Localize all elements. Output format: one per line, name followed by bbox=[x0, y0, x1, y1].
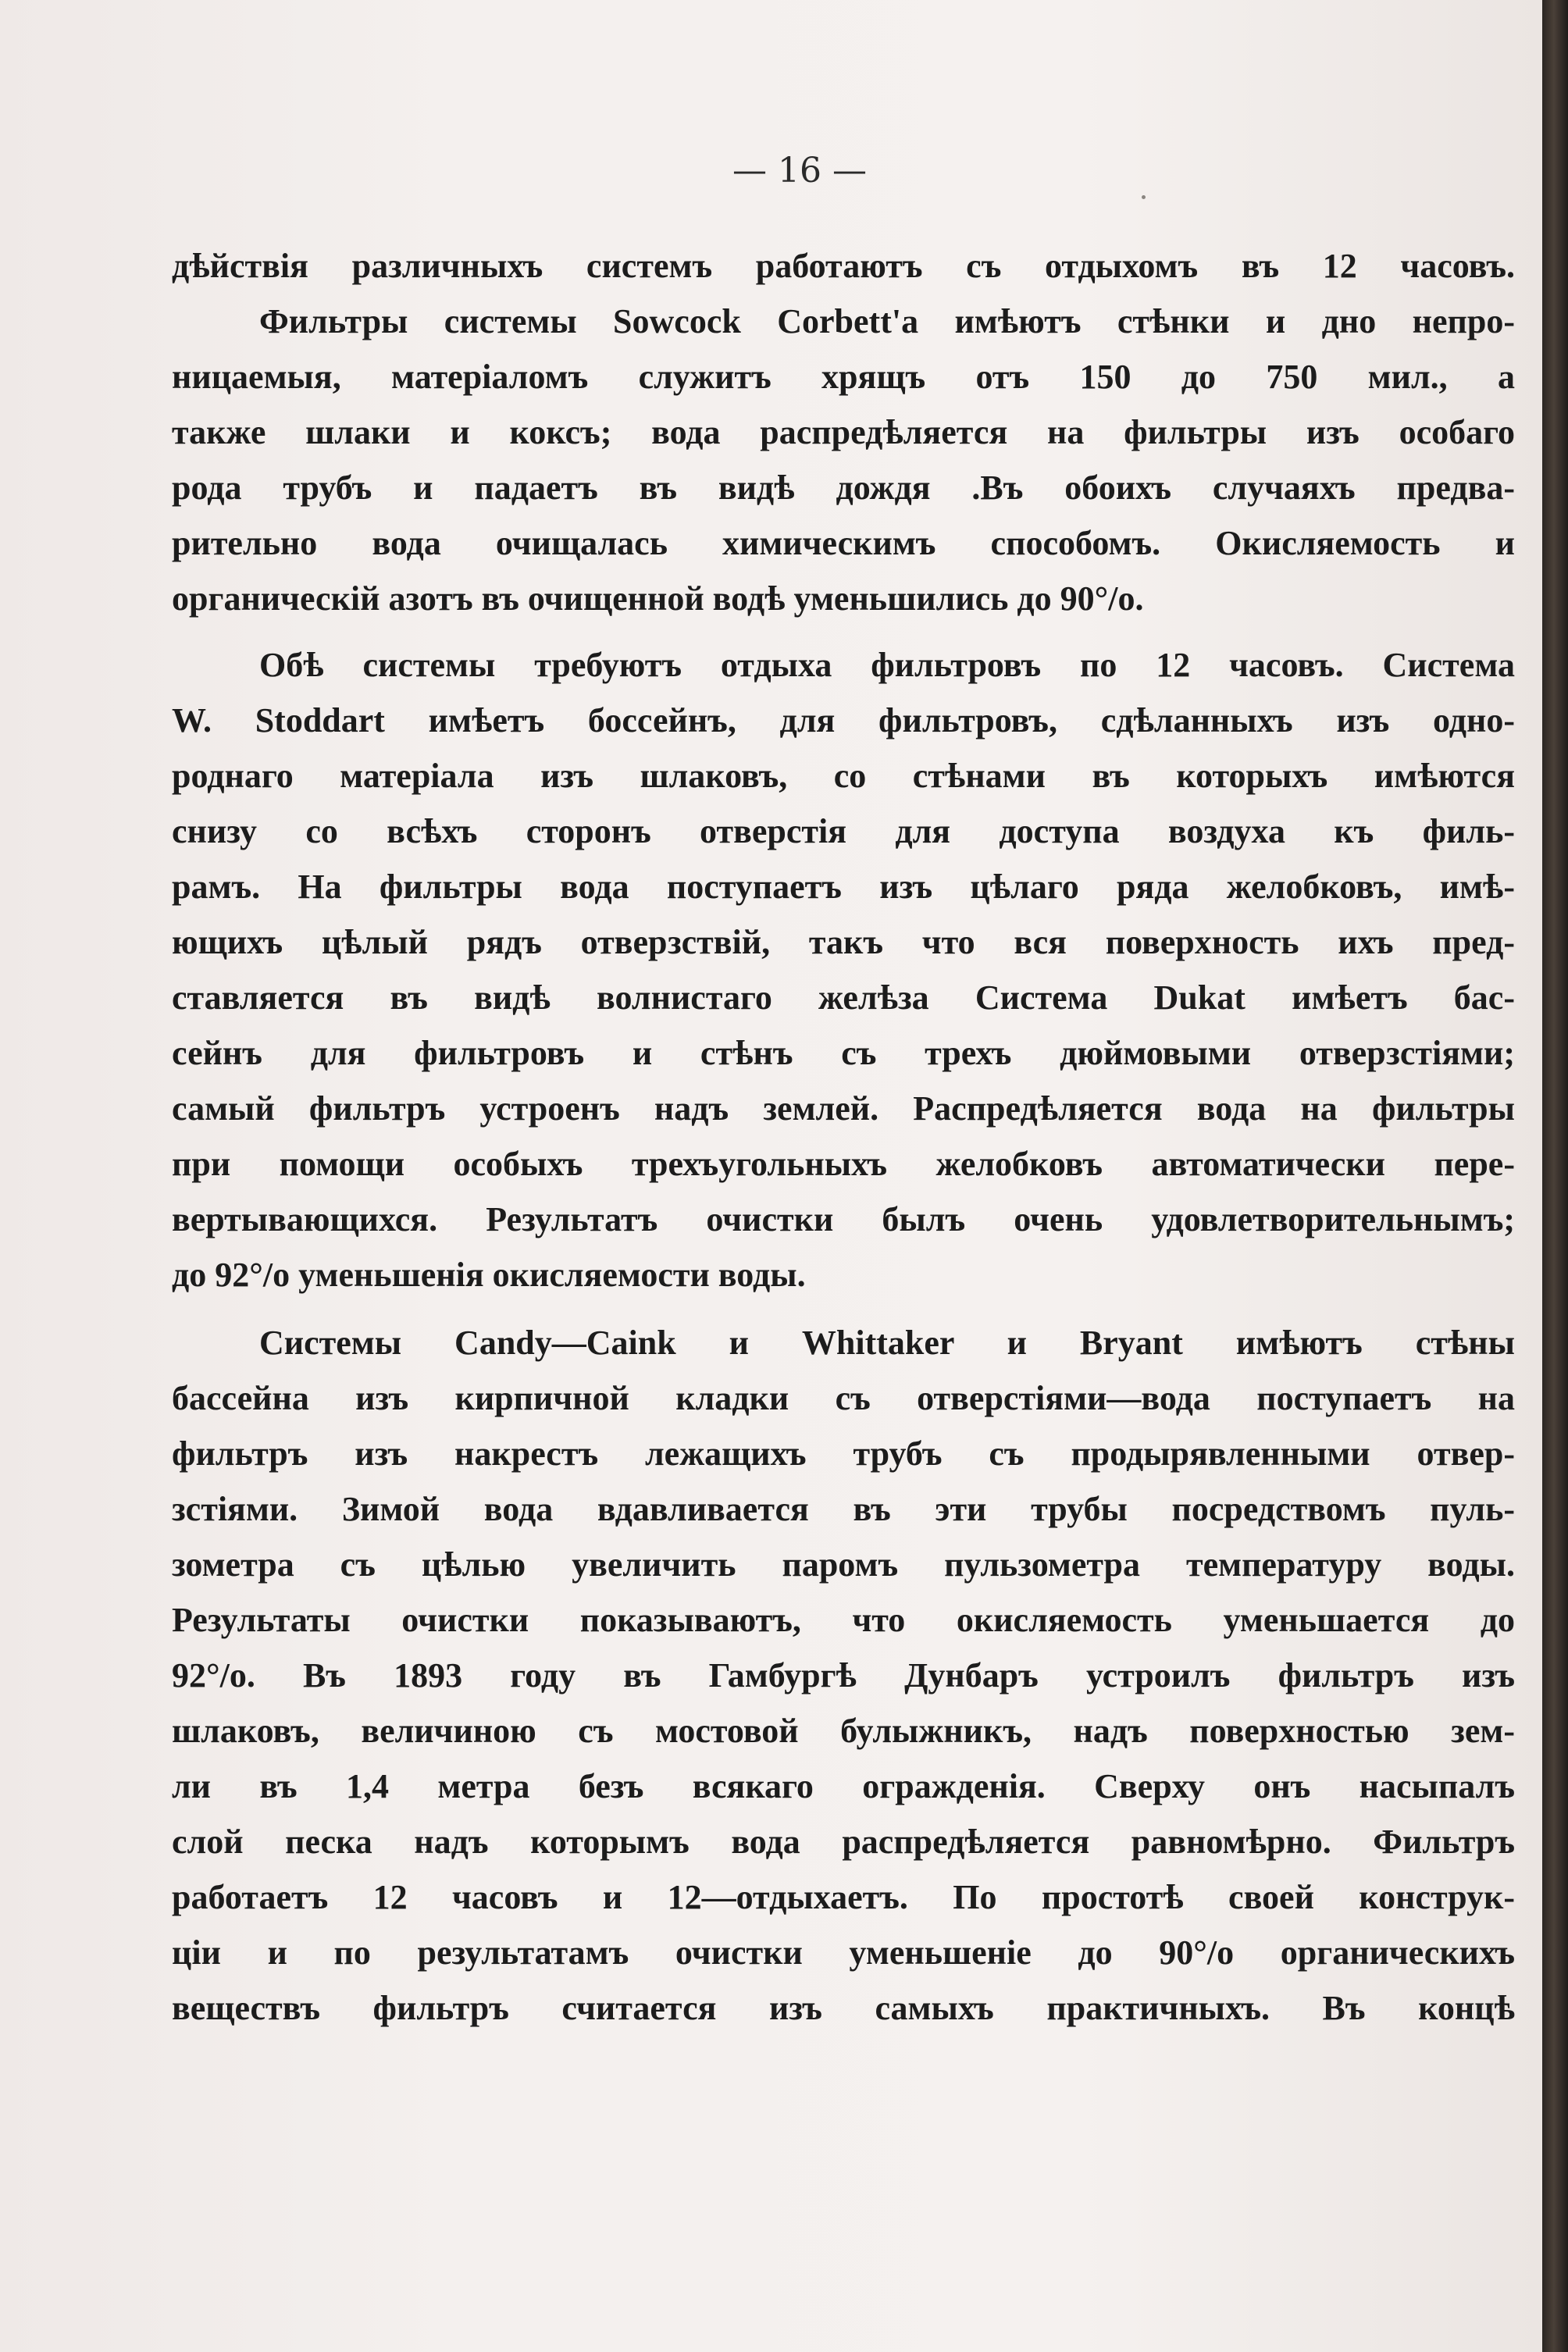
text-line: Фильтры системы Sowcock Corbett'a имѣютъ стѣнки и дно непро- bbox=[259, 302, 1515, 340]
paragraph bbox=[172, 238, 1515, 294]
text-line: рительно вода очищалась химическимъ способомъ. Окисляемость и bbox=[172, 524, 1515, 562]
text-line: вертывающихся. Результатъ очистки былъ очень удовлетворительнымъ; bbox=[172, 1200, 1515, 1238]
text-line: W. Stoddart имѣетъ боссейнъ, для фильтровъ, сдѣланныхъ изъ одно- bbox=[172, 701, 1515, 739]
text-line: до 92°/о уменьшенія окисляемости воды. bbox=[172, 1256, 806, 1294]
paper-speck bbox=[1142, 195, 1146, 199]
text-line: ницаемыя, матеріаломъ служитъ хрящъ отъ 150 до 750 мил., а bbox=[172, 358, 1515, 396]
text-line: работаетъ 12 часовъ и 12—отдыхаетъ. По простотѣ своей конструк- bbox=[172, 1878, 1515, 1916]
text-line: органическій азотъ въ очищенной водѣ уменьшились до 90°/о. bbox=[172, 579, 1144, 618]
text-line: сейнъ для фильтровъ и стѣнъ съ трехъ дюймовыми отверзстіями; bbox=[172, 1034, 1515, 1072]
text-line: дѣйствія различныхъ системъ работаютъ съ отдыхомъ въ 12 часовъ. bbox=[172, 247, 1515, 285]
text-line: слой песка надъ которымъ вода распредѣляется равномѣрно. Фильтръ bbox=[172, 1823, 1515, 1861]
text-line: ли въ 1,4 метра безъ всякаго огражденія. Сверху онъ насыпалъ bbox=[172, 1767, 1515, 1805]
paragraph bbox=[172, 1315, 1515, 2036]
text-line: Системы Candy—Caink и Whittaker и Bryant имѣютъ стѣны bbox=[259, 1324, 1515, 1362]
text-line: фильтръ изъ накрестъ лежащихъ трубъ съ продырявленными отвер- bbox=[172, 1434, 1515, 1473]
text-line: Результаты очистки показываютъ, что окисляемость уменьшается до bbox=[172, 1601, 1515, 1639]
text-line: роднаго матеріала изъ шлаковъ, со стѣнами въ которыхъ имѣются bbox=[172, 757, 1515, 795]
book-spine-shadow bbox=[1542, 0, 1568, 2352]
text-line: бассейна изъ кирпичной кладки съ отверстіями—вода поступаетъ на bbox=[172, 1379, 1515, 1417]
text-line: шлаковъ, величиною съ мостовой булыжникъ, надъ поверхностью зем- bbox=[172, 1712, 1515, 1750]
text-line: при помощи особыхъ трехъугольныхъ желобковъ автоматически пере- bbox=[172, 1145, 1515, 1183]
page-number: — 16 — bbox=[732, 151, 867, 191]
text-line: ющихъ цѣлый рядъ отверзствій, такъ что вся поверхность ихъ пред- bbox=[172, 923, 1515, 961]
text-line: ставляется въ видѣ волнистаго желѣза Система Dukat имѣетъ бас- bbox=[172, 978, 1515, 1017]
text-line: ціи и по результатамъ очистки уменьшеніе до 90°/о органическихъ bbox=[172, 1933, 1515, 1972]
paragraph bbox=[172, 637, 1515, 1303]
text-line: рамъ. На фильтры вода поступаетъ изъ цѣлаго ряда желобковъ, имѣ- bbox=[172, 868, 1515, 906]
text-line: зометра съ цѣлью увеличить паромъ пульзометра температуру воды. bbox=[172, 1545, 1515, 1584]
body-text bbox=[172, 238, 1515, 2036]
text-line: снизу со всѣхъ сторонъ отверстія для доступа воздуха къ филь- bbox=[172, 812, 1515, 850]
text-line: 92°/о. Въ 1893 году въ Гамбургѣ Дунбаръ устроилъ фильтръ изъ bbox=[172, 1656, 1515, 1695]
text-line: рода трубъ и падаетъ въ видѣ дождя .Въ обоихъ случаяхъ предва- bbox=[172, 469, 1515, 507]
text-line: также шлаки и коксъ; вода распредѣляется на фильтры изъ особаго bbox=[172, 413, 1515, 451]
text-line: самый фильтръ устроенъ надъ землей. Распредѣляется вода на фильтры bbox=[172, 1089, 1515, 1128]
paragraph bbox=[172, 294, 1515, 626]
text-line: веществъ фильтръ считается изъ самыхъ практичныхъ. Въ концѣ bbox=[172, 1989, 1515, 2027]
text-line: зстіями. Зимой вода вдавливается въ эти трубы посредствомъ пуль- bbox=[172, 1490, 1515, 1528]
text-line: Обѣ системы требуютъ отдыха фильтровъ по 12 часовъ. Система bbox=[259, 646, 1515, 684]
